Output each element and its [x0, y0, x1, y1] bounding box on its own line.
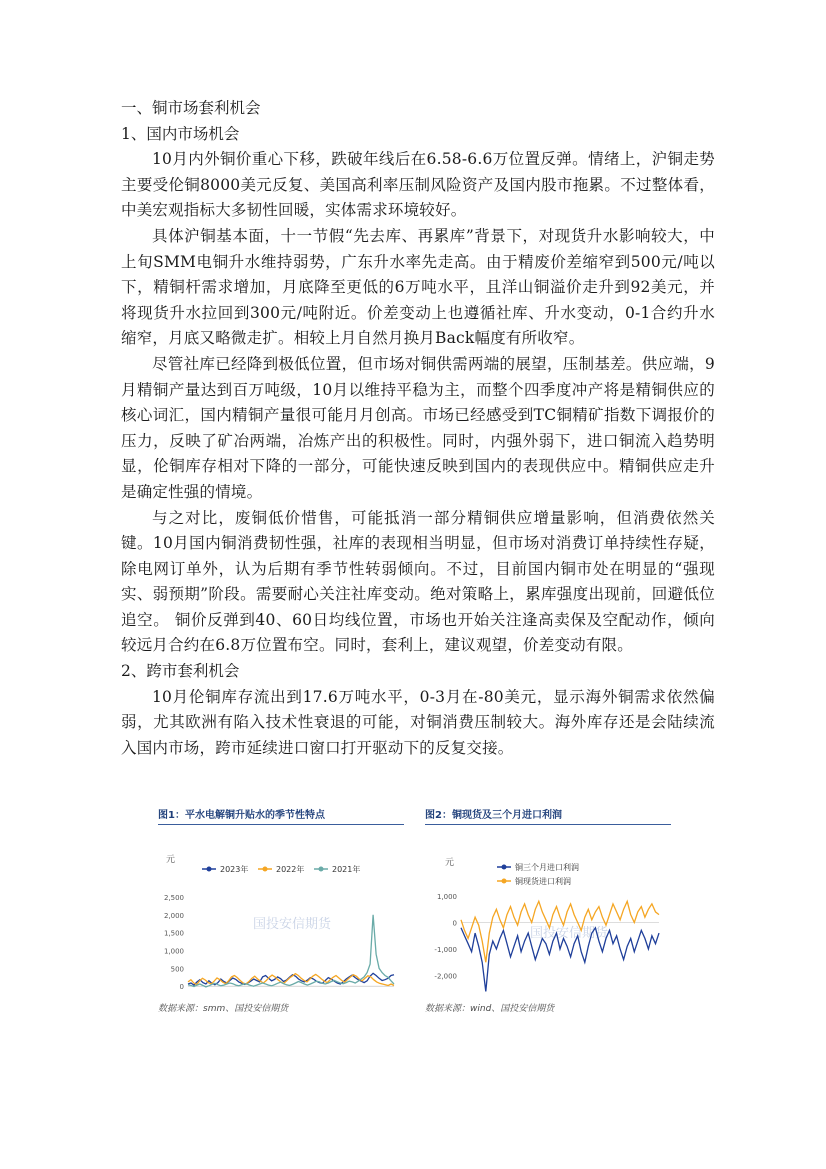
y-tick-label: -2,000	[434, 972, 457, 981]
legend-label: 2023年	[220, 865, 249, 874]
y-tick-label: 2,000	[163, 911, 184, 920]
paragraph-5: 10月伦铜库存流出到17.6万吨水平，0-3月在-80美元，显示海外铜需求依然偏弱，尤其欧洲有陷入技术性衰退的可能，对铜消费压制较大。海外库存还是会陆续流入国内市场，跨市延续进口窗口打开驱动下的反复交接。	[121, 687, 715, 757]
figure-1-watermark: 国投安信期货	[253, 917, 332, 932]
figure-1-title: 图1：平水电解铜升贴水的季节性特点	[158, 808, 404, 825]
figure-1-chart	[158, 825, 404, 995]
y-tick-label: 500	[170, 965, 184, 974]
y-tick-label: 2,500	[163, 894, 184, 902]
figure-1-unit: 元	[166, 855, 176, 865]
legend-label: 铜现货进口利润	[515, 877, 571, 886]
y-tick-label: 0	[452, 919, 457, 928]
y-tick-label: -1,000	[434, 946, 457, 954]
figure-2-watermark: 国投安信期货	[530, 926, 609, 941]
y-tick-label: 0	[179, 983, 184, 992]
figure-2-title: 图2：铜现货及三个月进口利润	[425, 808, 671, 825]
subsection-heading-domestic: 1、国内市场机会	[121, 124, 240, 143]
legend-marker	[502, 879, 507, 884]
legend-marker	[502, 865, 507, 870]
paragraph-3: 尽管社库已经降到极低位置，但市场对铜供需两端的展望，压制基差。供应端，9月精铜产量达到百万吨级，10月以维持平稳为主，而整个四季度冲产将是精铜供应的核心词汇，国内精铜产量很可能月月创高。市场已经感受到TC铜精矿指数下调报价的压力，反映了矿冶两端，冶炼产出的积极性。同时，内强外弱下，进口铜流入趋势明显，伦铜库存相对下降的一部分，可能快速反映到国内的表现供应中。精铜供应走升是确定性强的情境。	[121, 354, 715, 501]
legend-marker	[319, 867, 324, 872]
y-tick-label: 1,500	[163, 929, 184, 938]
article-body	[121, 96, 715, 761]
figure-2-chart	[425, 825, 671, 995]
figure-1	[158, 808, 404, 1014]
paragraph-4: 与之对比，废铜低价惜售，可能抵消一部分精铜供应增量影响，但消费依然关键。10月国内铜消费韧性强，社库的表现相当明显，但市场对消费订单持续性存疑，除电网订单外，认为后期有季节性转弱倾向。不过，目前国内铜市处在明显的“强现实、弱预期”阶段。需要耐心关注社库变动。绝对策略上，累库强度出现前，回避低位追空。 铜价反弹到40、60日均线位置，市场也开始关注逢高卖保及空配动作，倾向较远月合约在6.8万位置布空。同时，套利上，建议观望，价差变动有限。	[121, 508, 715, 655]
legend-label: 2021年	[332, 865, 361, 874]
paragraph-2: 具体沪铜基本面，十一节假“先去库、再累库”背景下，对现货升水影响较大，中上旬SMM电铜升水维持弱势，广东升水率先走高。由于精废价差缩窄到500元/吨以下，精铜杆需求增加，月底降至更低的6万吨水平，且洋山铜溢价走升到92美元，并将现货升水拉回到300元/吨附近。价差变动上也遵循社库、升水变动，0-1合约升水缩窄，月底又略微走扩。相较上月自然月换月Back幅度有所收窄。	[121, 226, 715, 348]
legend-marker	[207, 867, 212, 872]
figure-2	[425, 808, 671, 1014]
figure-2-unit: 元	[445, 858, 455, 868]
section-heading-1: 一、铜市场套利机会	[121, 99, 261, 117]
y-tick-label: 1,000	[163, 947, 184, 956]
y-tick-label: 1,000	[436, 893, 457, 901]
legend-label: 2022年	[276, 865, 305, 874]
subsection-heading-cross-market: 2、跨市套利机会	[121, 662, 240, 681]
legend-marker	[263, 867, 268, 872]
figure-1-source: 数据来源：smm、国投安信期货	[158, 1004, 289, 1014]
legend-label: 铜三个月进口利润	[515, 863, 579, 872]
paragraph-1: 10月内外铜价重心下移，跌破年线后在6.58-6.6万位置反弹。情绪上，沪铜走势主要受伦铜8000美元反复、美国高利率压制风险资产及国内股市拖累。不过整体看，中美宏观指标大多韧性回暖，实体需求环境较好。	[121, 150, 715, 220]
figure-2-source: 数据来源：wind、国投安信期货	[425, 1004, 555, 1014]
